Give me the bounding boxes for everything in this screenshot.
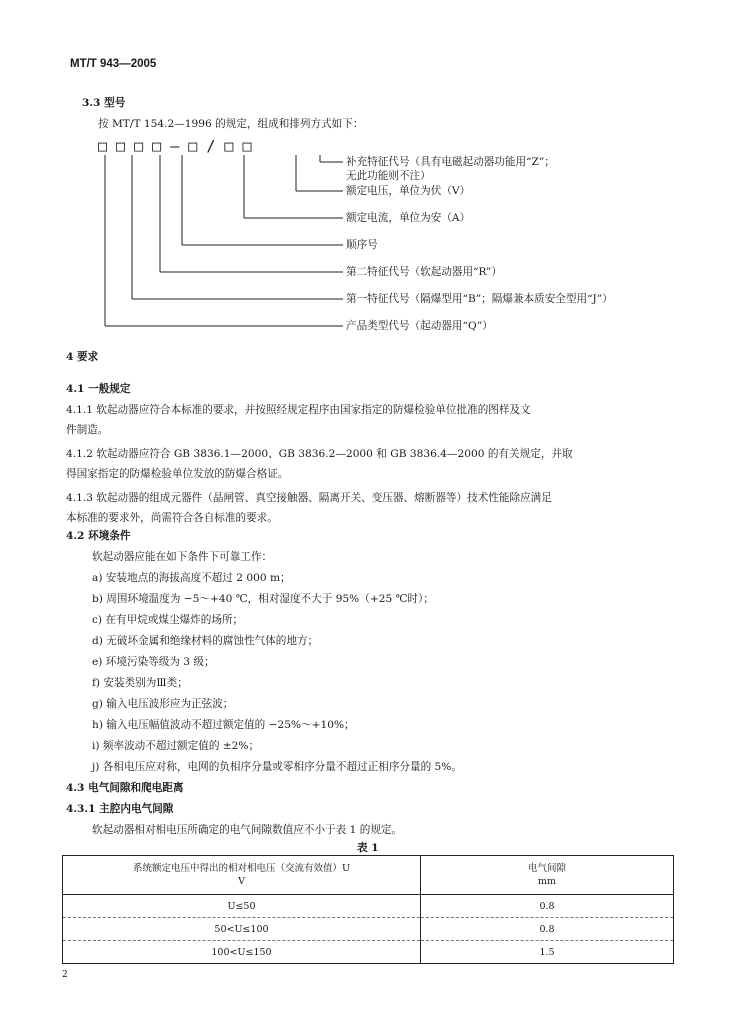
label-second-feature-code: 第二特征代号（软起动器用“R”） — [346, 266, 502, 278]
label-rated-voltage: 额定电压，单位为伏（V） — [346, 185, 471, 197]
label-supplementary-code-note: 无此功能则不注） — [346, 170, 431, 182]
cell-gap: 1.5 — [421, 941, 674, 964]
label-supplementary-code: 补充特征代号（具有电磁起动器功能用“Z”； — [346, 156, 555, 168]
page-number: 2 — [62, 970, 68, 980]
clause-4-1-2-line2: 得国家指定的防爆检验单位发放的防爆合格证。 — [66, 468, 289, 480]
header-gap-unit: mm — [537, 876, 557, 887]
env-item-h: h) 输入电压幅值波动不超过额定值的 −25%～+10%； — [92, 719, 355, 731]
header-gap-label: 电气间隙 — [527, 863, 566, 874]
standard-code-header: MT/T 943—2005 — [70, 58, 157, 70]
cell-gap: 0.8 — [421, 918, 674, 941]
clause-4-1-3-line2: 本标准的要求外，尚需符合各自标准的要求。 — [66, 512, 278, 524]
label-sequence-number: 顺序号 — [346, 239, 378, 251]
section-4-title: 4 要求 — [66, 351, 99, 363]
header-voltage-unit: V — [238, 876, 245, 887]
section-3-3-intro: 按 MT/T 154.2—1996 的规定，组成和排列方式如下： — [98, 118, 364, 130]
clause-4-1-2-line1: 4.1.2 软起动器应符合 GB 3836.1—2000、GB 3836.2—2000 和 GB 3836.4—2000 的有关规定，并取 — [66, 448, 573, 460]
env-item-a: a) 安装地点的海拔高度不超过 2 000 m； — [92, 572, 291, 584]
header-voltage-label: 系统额定电压中得出的相对相电压（交流有效值）U — [132, 863, 350, 874]
section-4-3-1-text: 软起动器相对相电压所确定的电气间隙数值应不小于表 1 的规定。 — [92, 824, 403, 836]
env-item-c: c) 在有甲烷或煤尘爆炸的场所； — [92, 614, 244, 626]
clause-4-1-1-line2: 件制造。 — [66, 424, 109, 436]
env-item-d: d) 无破坏金属和绝缘材料的腐蚀性气体的地方； — [92, 635, 319, 647]
table-row — [63, 918, 674, 941]
table-1-caption: 表 1 — [357, 842, 379, 854]
section-3-3-title: 3.3 型号 — [82, 97, 126, 109]
env-item-j: j) 各相电压应对称，电网的负相序分量或零相序分量不超过正相序分量的 5%。 — [92, 761, 462, 773]
model-code-pattern: □ □ □ □ — □ / □ □ — [98, 137, 252, 155]
cell-voltage: U≤50 — [63, 895, 421, 918]
header-gap — [421, 856, 674, 895]
clause-4-1-3-line1: 4.1.3 软起动器的组成元器件（晶闸管、真空接触器、隔离开关、变压器、熔断器等）技术性能除应满足 — [66, 492, 552, 504]
env-item-f: f) 安装类别为Ⅲ类； — [92, 677, 188, 689]
table-row — [63, 895, 674, 918]
env-item-e: e) 环境污染等级为 3 级； — [92, 656, 215, 668]
cell-voltage: 100<U≤150 — [63, 941, 421, 964]
cell-voltage: 50<U≤100 — [63, 918, 421, 941]
section-4-3-1-title: 4.3.1 主腔内电气间隙 — [66, 803, 174, 815]
clearance-table — [62, 855, 674, 964]
table-row — [63, 941, 674, 964]
env-item-g: g) 输入电压波形应为正弦波； — [92, 698, 234, 710]
section-4-1-title: 4.1 一般规定 — [66, 383, 131, 395]
section-4-2-title: 4.2 环境条件 — [66, 530, 131, 542]
clause-4-1-1-line1: 4.1.1 软起动器应符合本标准的要求，并按照经规定程序由国家指定的防爆检验单位批准的图样及文 — [66, 404, 531, 416]
header-voltage — [63, 856, 421, 895]
label-product-type-code: 产品类型代号（起动器用“Q”） — [346, 320, 493, 332]
section-4-3-title: 4.3 电气间隙和爬电距离 — [66, 782, 184, 794]
label-first-feature-code: 第一特征代号（隔爆型用“B”；隔爆兼本质安全型用“J”） — [346, 293, 613, 305]
table-header-row — [63, 856, 674, 895]
section-4-2-intro: 软起动器应能在如下条件下可靠工作： — [92, 551, 273, 563]
cell-gap: 0.8 — [421, 895, 674, 918]
label-rated-current: 额定电流，单位为安（A） — [346, 212, 471, 224]
env-item-b: b) 周围环境温度为 −5～+40 ℃，相对湿度不大于 95%（+25 ℃时）； — [92, 593, 434, 605]
env-item-i: i) 频率波动不超过额定值的 ±2%； — [92, 740, 260, 752]
